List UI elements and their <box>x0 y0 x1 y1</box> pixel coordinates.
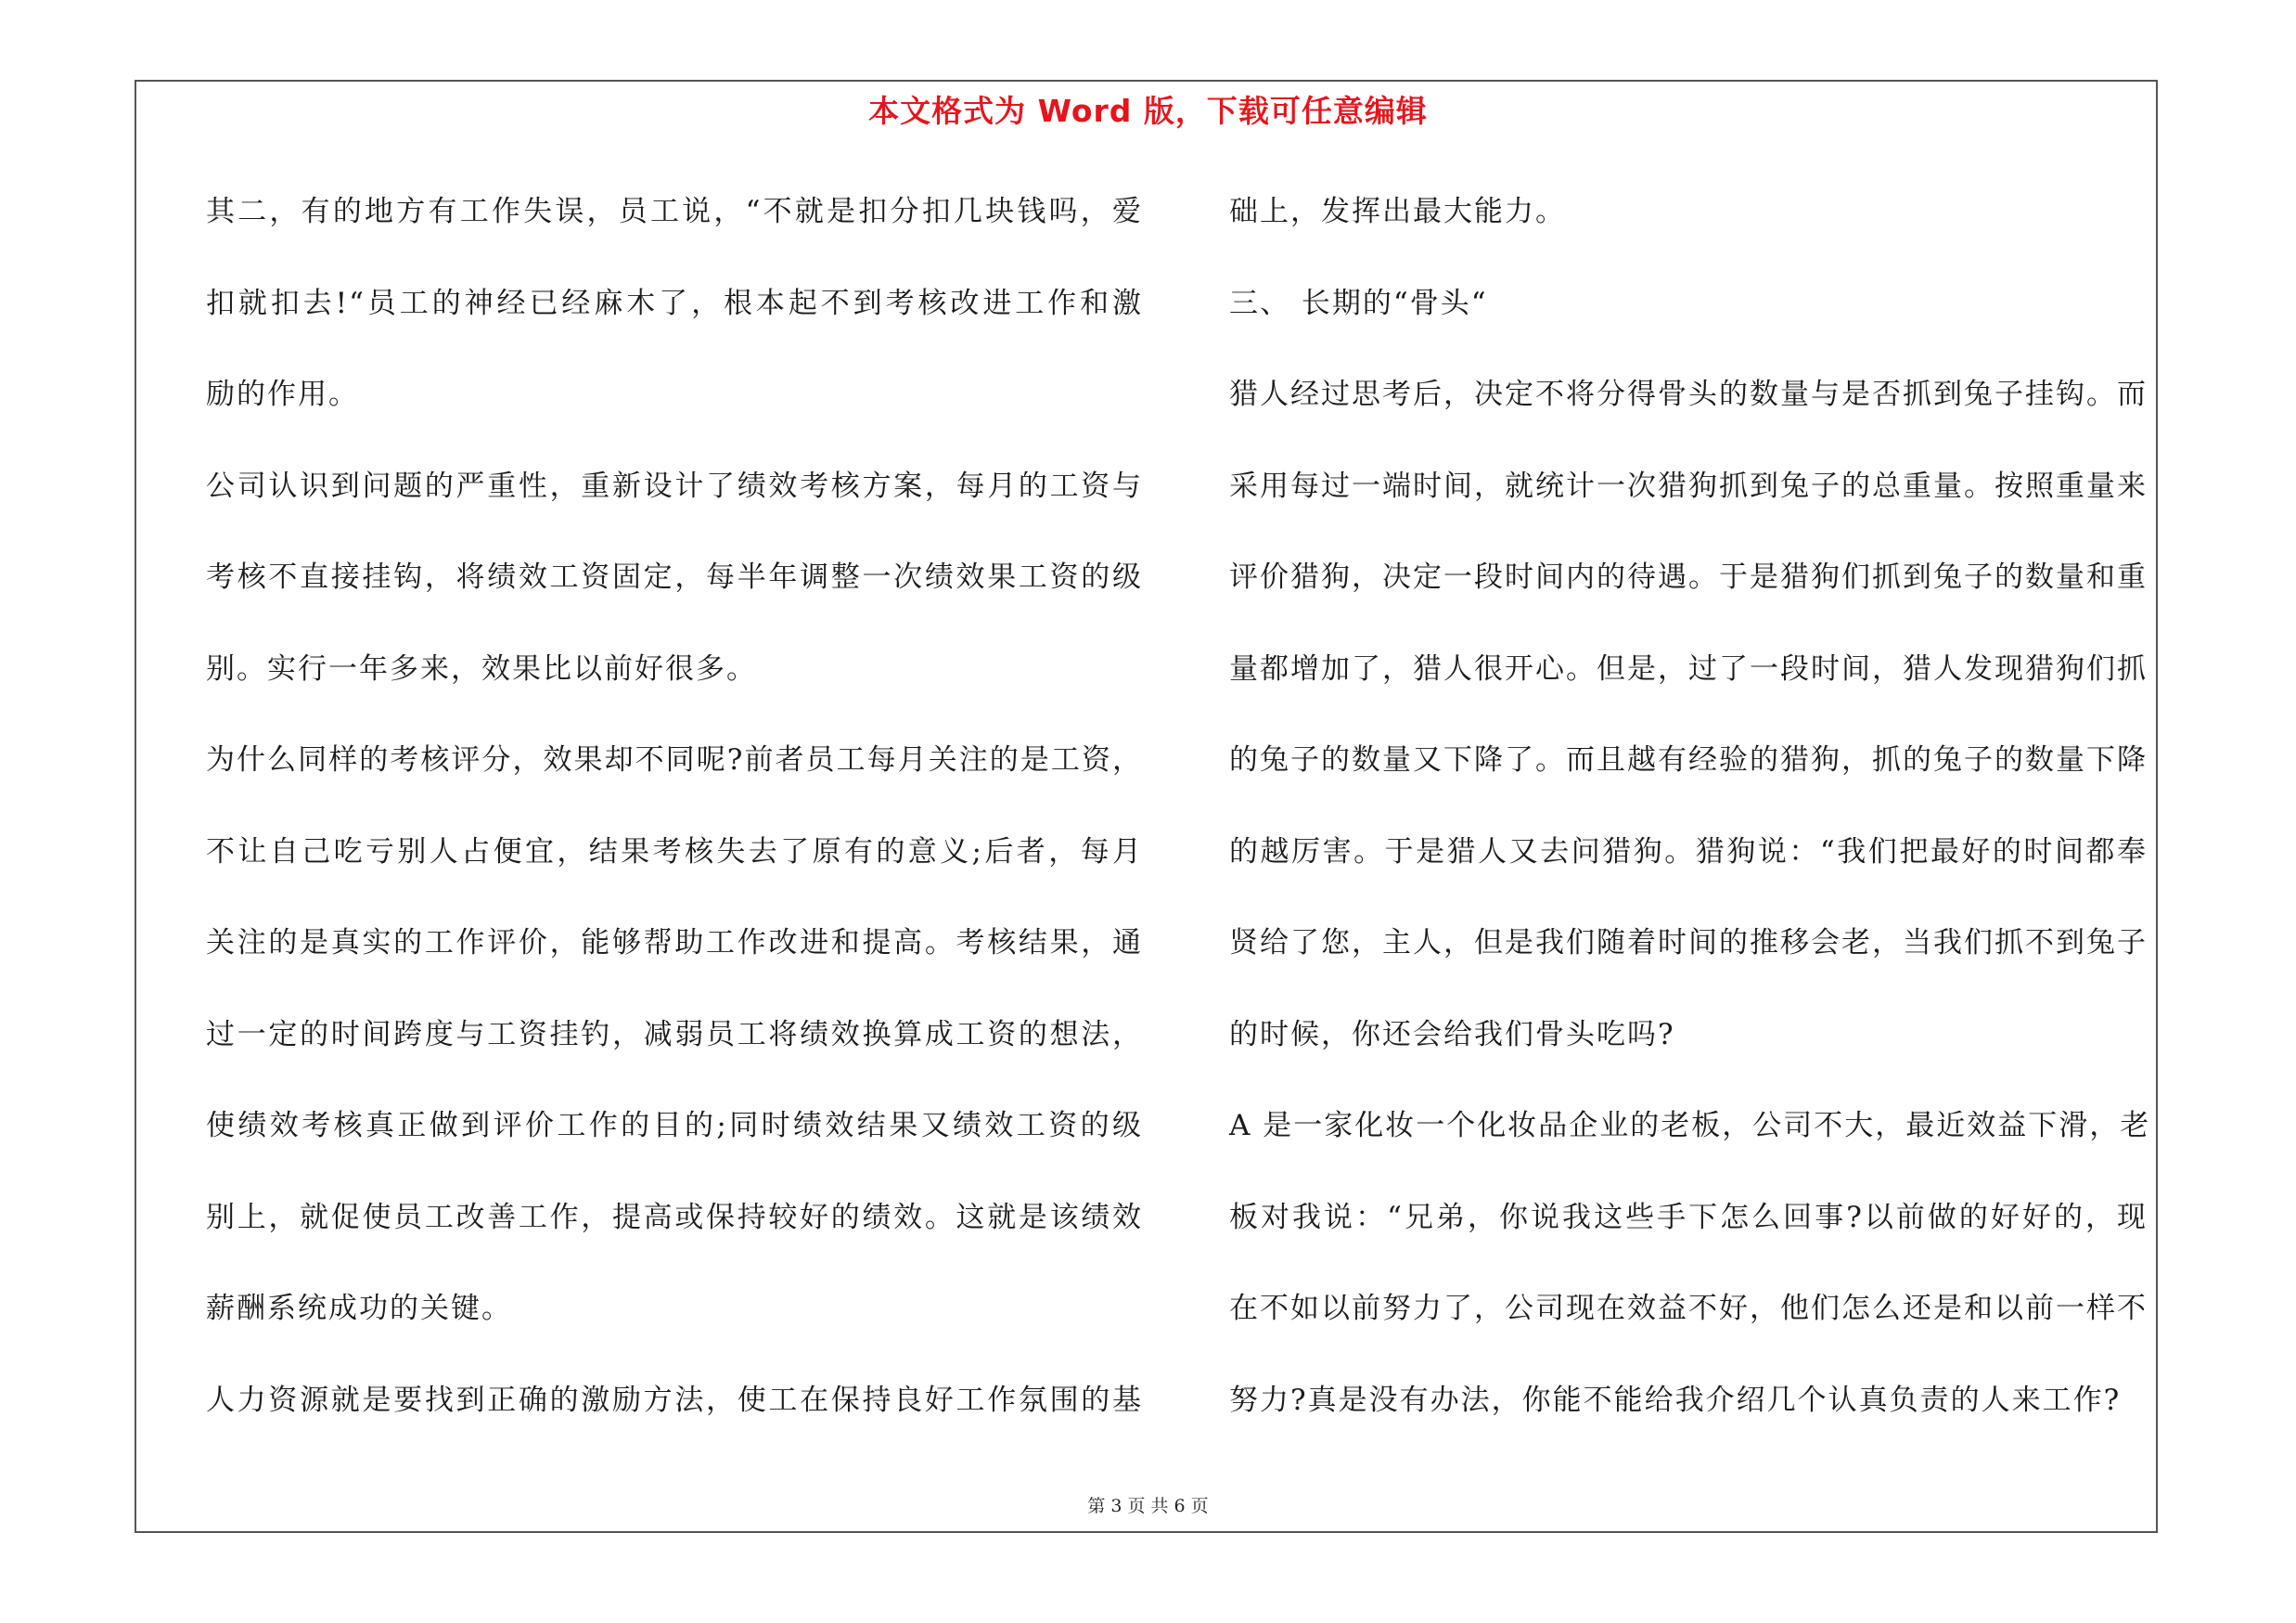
text-line: 采用每过一端时间，就统计一次猎狗抓到兔子的总重量。按照重量来 <box>1229 469 2148 503</box>
text-line: 板对我说：“兄弟，你说我这些手下怎么回事?以前做的好好的，现 <box>1229 1200 2148 1234</box>
text-line: 公司认识到问题的严重性，重新设计了绩效考核方案，每月的工资与 <box>206 469 1143 503</box>
text-line: 的时候，你还会给我们骨头吃吗? <box>1229 1017 1675 1051</box>
text-line: 猎人经过思考后，决定不将分得骨头的数量与是否抓到兔子挂钩。而 <box>1229 378 2148 411</box>
text-line: 贤给了您，主人，但是我们随着时间的推移会老，当我们抓不到兔子 <box>1229 926 2148 960</box>
text-line: 其二，有的地方有工作失误，员工说，“不就是扣分扣几块钱吗，爱 <box>206 195 1143 228</box>
right-text-column <box>1229 184 2151 1463</box>
text-line: 扣就扣去!“员工的神经已经麻木了，根本起不到考核改进工作和激 <box>206 286 1143 320</box>
text-line: 别上，就促使员工改善工作，提高或保持较好的绩效。这就是该绩效 <box>206 1200 1143 1234</box>
text-line: A 是一家化妆一个化妆品企业的老板，公司不大，最近效益下滑，老 <box>1229 1109 2151 1142</box>
text-line: 考核不直接挂钩，将绩效工资固定，每半年调整一次绩效果工资的级 <box>206 560 1143 594</box>
text-line: 评价猎狗，决定一段时间内的待遇。于是猎狗们抓到兔子的数量和重 <box>1229 560 2148 594</box>
text-line: 三、 长期的“骨头“ <box>1229 286 1488 320</box>
text-line: 础上，发挥出最大能力。 <box>1229 195 1566 228</box>
text-line: 励的作用。 <box>206 378 359 411</box>
left-text-column <box>206 184 1143 1463</box>
text-line: 关注的是真实的工作评价，能够帮助工作改进和提高。考核结果，通 <box>206 926 1143 960</box>
text-line: 的兔子的数量又下降了。而且越有经验的猎狗，抓的兔子的数量下降 <box>1229 743 2148 777</box>
format-notice-banner: 本文格式为 Word 版，下载可任意编辑 <box>868 93 1428 129</box>
text-line: 薪酬系统成功的关键。 <box>206 1292 512 1325</box>
text-line: 为什么同样的考核评分，效果却不同呢?前者员工每月关注的是工资， <box>206 743 1143 777</box>
text-line: 量都增加了，猎人很开心。但是，过了一段时间，猎人发现猎狗们抓 <box>1229 651 2148 686</box>
text-line: 努力?真是没有办法，你能不能给我介绍几个认真负责的人来工作? <box>1229 1383 2122 1417</box>
text-line: 人力资源就是要找到正确的激励方法，使工在保持良好工作氛围的基 <box>206 1383 1143 1417</box>
text-line: 不让自己吃亏别人占便宜，结果考核失去了原有的意义;后者，每月 <box>206 834 1143 869</box>
text-line: 过一定的时间跨度与工资挂钓，减弱员工将绩效换算成工资的想法， <box>206 1017 1143 1051</box>
page-number-footer: 第 3 页 共 6 页 <box>1087 1496 1209 1516</box>
text-line: 使绩效考核真正做到评价工作的目的;同时绩效结果又绩效工资的级 <box>206 1109 1143 1142</box>
text-line: 在不如以前努力了，公司现在效益不好，他们怎么还是和以前一样不 <box>1229 1292 2148 1325</box>
text-line: 别。实行一年多来，效果比以前好很多。 <box>206 651 757 686</box>
text-line: 的越厉害。于是猎人又去问猎狗。猎狗说：“我们把最好的时间都奉 <box>1229 834 2148 869</box>
